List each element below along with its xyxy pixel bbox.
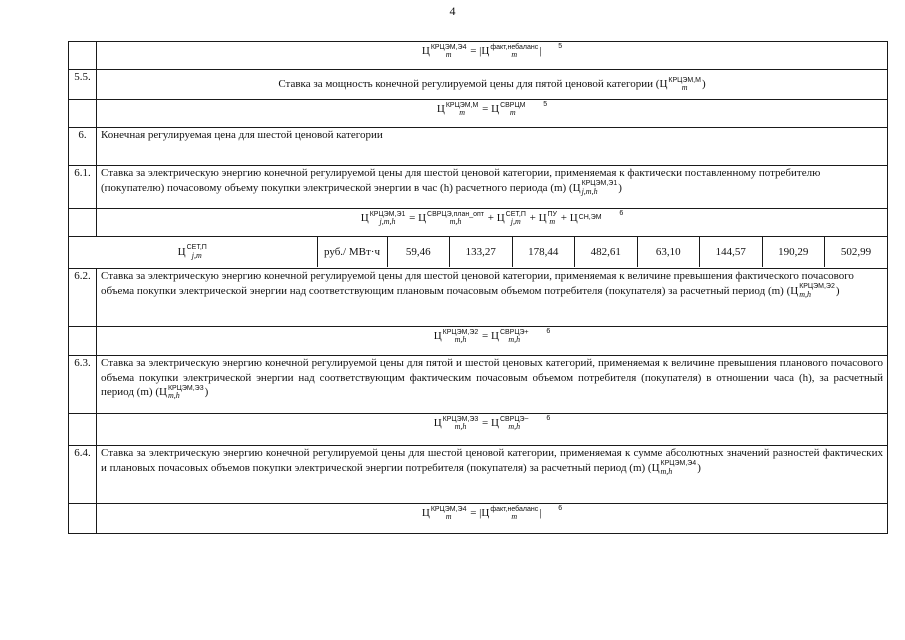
- footnote-ref: 5: [558, 43, 563, 50]
- footnote-ref: 6: [619, 210, 624, 217]
- table-row: [69, 446, 888, 504]
- table-row: [69, 100, 888, 128]
- row-text: Ставка за электрическую энергию конечной регулируемой цены для шестой ценовой категории, применяемая к величине превышения фактического почасового объема покупки электрической энергии над соответствующим плановым почасовым объемом потребителя (покупателя) за расчетный период (m) (Ц КРЦЭМ,Э2 m,h ): [97, 269, 888, 327]
- footnote-ref: 5: [543, 101, 548, 108]
- table-row: [69, 504, 888, 534]
- table-row: [69, 327, 888, 356]
- value-cell: 144,57: [700, 237, 763, 267]
- formula-6-1: Ц КРЦЭМ,Э1 j,m,h = Ц СВРЦЭ,план_опт m,h + Ц СЕТ,П j,m + Ц ПУ m + Ц СН,ЭМ $^6$: [97, 209, 888, 237]
- value-cell: 502,99: [825, 237, 888, 267]
- row-number: 6.4.: [69, 446, 97, 504]
- row-number: 6.3.: [69, 356, 97, 414]
- table-row: [69, 166, 888, 209]
- table-row: [69, 70, 888, 100]
- row-number: 6.2.: [69, 269, 97, 327]
- table-row: [69, 42, 888, 70]
- formula-5-5: Ц КРЦЭМ,М m = Ц СВРЦМ m $^5$: [97, 100, 888, 128]
- row-number: 6.1.: [69, 166, 97, 209]
- footnote-ref: 6: [558, 505, 563, 512]
- network-tariff-values: [69, 237, 887, 267]
- table-row: [69, 269, 888, 327]
- value-row-label: Ц СЕТ,П j,m: [177, 244, 207, 260]
- footnote-ref: 6: [546, 415, 551, 422]
- row-text: Ставка за электрическую энергию конечной регулируемой цены для шестой ценовой категории, применяемая к фактически поставленному потребителю (покупателю) почасовому объему покупки электрической энергии в час (h) расчетного периода (m) (Ц КРЦЭМ,Э1 j,m,h ): [97, 166, 888, 209]
- page-number: 4: [449, 4, 456, 18]
- formula-6-4: Ц КРЦЭМ,Э4 m = |Ц факт,небаланс m | $^6$: [97, 504, 888, 534]
- value-cell: 178,44: [512, 237, 575, 267]
- unit-cell: руб./ МВт·ч: [317, 237, 387, 267]
- formula-e4-top: Ц КРЦЭМ,Э4 m = |Ц факт,небаланс m | $^5$: [97, 42, 888, 70]
- footnote-ref: 6: [546, 328, 551, 335]
- row-number: 5.5.: [69, 70, 97, 100]
- row-text: Ставка за электрическую энергию конечной регулируемой цены для шестой ценовой категории, применяемая к сумме абсолютных значений разностей фактических и плановых почасовых объемов покупки электрической энергии потребителя (покупателя) за расчетный период (m) (Ц КРЦЭМ,Э4 m,h ): [97, 446, 888, 504]
- value-cell: 482,61: [575, 237, 638, 267]
- table-row: [69, 414, 888, 446]
- table-row: [69, 356, 888, 414]
- value-cell: 190,29: [762, 237, 825, 267]
- formula-6-3: Ц КРЦЭМ,Э3 m,h = Ц СВРЦЭ− m,h $^6$: [97, 414, 888, 446]
- table-row: [69, 128, 888, 166]
- value-cell: 133,27: [450, 237, 513, 267]
- formula-6-2: Ц КРЦЭМ,Э2 m,h = Ц СВРЦЭ+ m,h $^6$: [97, 327, 888, 356]
- table-row: [69, 209, 888, 237]
- value-cell: 59,46: [387, 237, 450, 267]
- row-text: Ставка за электрическую энергию конечной регулируемой цены для пятой и шестой ценовых категорий, применяемая к величине превышения планового почасового объема покупки электрической энергии над соответствующим фактическим почасовым объемом потребителя (покупателя) в отношении часа (h), за расчетный период (m) (Ц КРЦЭМ,Э3 m,h ): [97, 356, 888, 414]
- tariff-table: [68, 41, 888, 534]
- row-text: Конечная регулируемая цена для шестой ценовой категории: [97, 128, 888, 166]
- value-cell: 63,10: [637, 237, 700, 267]
- row-text: Ставка за мощность конечной регулируемой цены для пятой ценовой категории (Ц КРЦЭМ,М m ): [97, 70, 888, 100]
- table-row: [69, 237, 888, 269]
- row-number: 6.: [69, 128, 97, 166]
